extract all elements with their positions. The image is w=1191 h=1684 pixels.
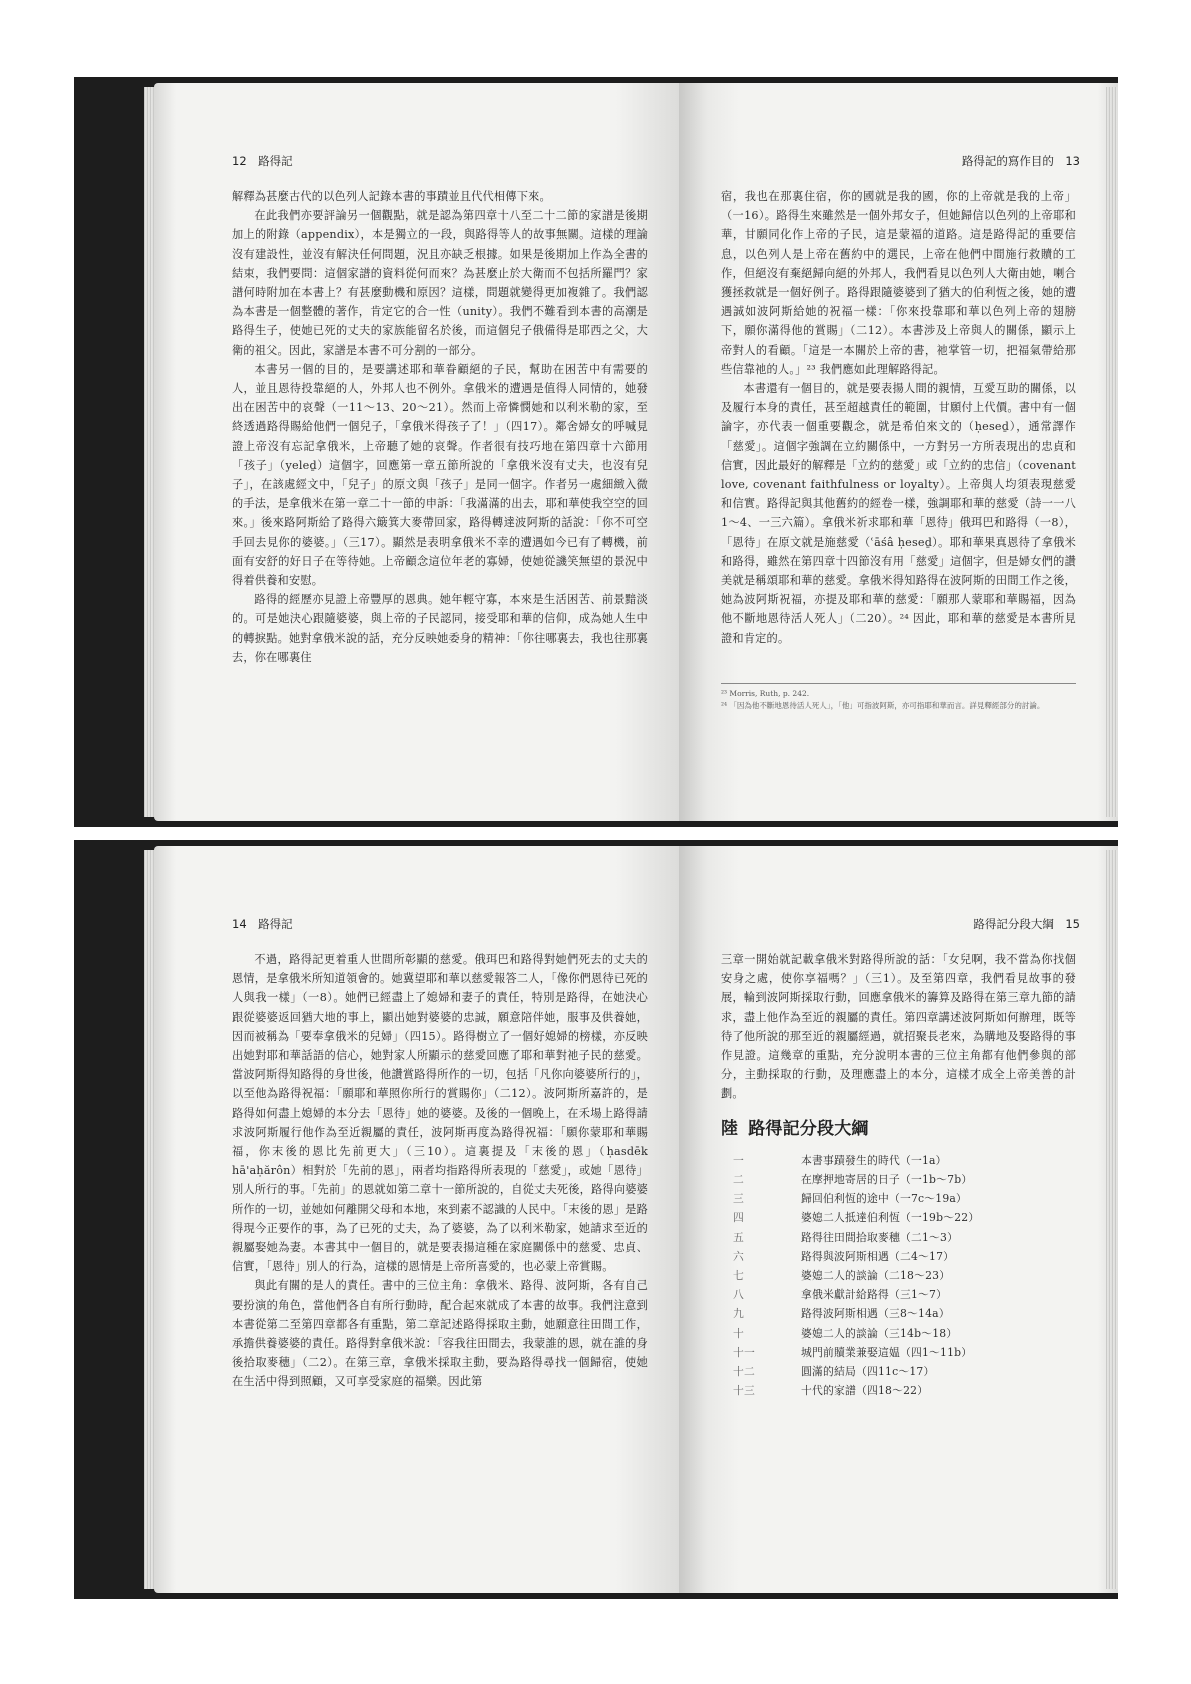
scan-spread-top	[74, 77, 1118, 827]
outline-number: 十三	[733, 1384, 755, 1398]
page-14	[154, 846, 679, 1593]
running-header-right: 路得記的寫作目的 13	[961, 154, 1080, 168]
outline-number: 六	[733, 1249, 744, 1263]
outline-item	[721, 1208, 1076, 1227]
footnote: ²³ Morris, Ruth, p. 242.	[721, 689, 810, 698]
outline-text: 路得往田間拾取麥穗（二1～3）	[801, 1230, 959, 1244]
outline-text: 路得與波阿斯相遇（二4～17）	[801, 1249, 955, 1263]
paragraph: 本書另一個的目的，是要講述耶和華眷顧絕的子民，幫助在困苦中有需要的人，並且恩待投靠絕的人，外邦人也不例外。拿俄米的遭遇是值得人同情的，她發出在困苦中的哀聲（一11～13、20～21）。然而上帝憐憫她和以利米勒的家，至終透過路得賜給他們一個兒子，「拿俄米得孩子了！」（四17）。鄰舍婦女的呼喊見證上帝沒有忘記拿俄米，上帝聽了她的哀聲。作者很有技巧地在第四章十六節用「孩子」（yeleḏ）這個字，回應第一章五節所說的「拿俄米沒有丈夫，也沒有兒子」，在該處經文中，「兒子」的原文與「孩子」是同一個字。作者另一處細緻入微的手法，是拿俄米在第一章二十一節的申訴：「我滿滿的出去，耶和華使我空空的回來。」後來路阿斯給了路得六簸箕大麥帶回家，路得轉達波阿斯的話說：「你不可空手回去見你的婆婆。」（三17）。顯然是表明拿俄米不幸的遭遇如今已有了轉機，前面有安舒的好日子在等待她。上帝顧念這位年老的寡婦，使她從譏笑無望的景況中得着供養和安慰。	[232, 362, 648, 588]
outline-number: 四	[733, 1211, 744, 1225]
outline-item	[721, 1343, 1076, 1362]
outline-number: 五	[733, 1230, 744, 1244]
outline-number: 十一	[733, 1345, 755, 1359]
outline-item	[721, 1189, 1076, 1208]
page-12	[154, 83, 679, 821]
outline-number: 三	[733, 1192, 744, 1206]
outline-item	[721, 1381, 1076, 1400]
running-header-left: 14 路得記	[232, 917, 293, 931]
outline-number: 二	[733, 1173, 744, 1187]
outline-text: 本書事蹟發生的時代（一1a）	[801, 1153, 947, 1167]
section-number: 陸	[721, 1118, 739, 1139]
paragraph: 三章一開始就記載拿俄米對路得所說的話：「女兒啊，我不當為你找個安身之處，使你享福嗎？」（三1）。及至第四章，我們看見故事的發展，輪到波阿斯採取行動，回應拿俄米的籌算及路得在第三章九節的請求，盡上他作為至近的親屬的責任。第四章講述波阿斯如何辦理，既等待了他所說的那至近的親屬經過，就招聚長老來，為購地及娶路得的事作見證。這幾章的重點，充分說明本書的三位主角都有他們參與的部分，主動採取的行動，及理應盡上的本分，這樣才成全上帝美善的計劃。	[721, 953, 1076, 1101]
paragraph: 在此我們亦要評論另一個觀點，就是認為第四章十八至二十二節的家譜是後期加上的附錄（appendix），本是獨立的一段，與路得等人的故事無關。這樣的理論沒有建設性，並沒有解決任何問題，況且亦缺乏根據。如果是後期加上作為全書的結束，我們要問：這個家譜的資料從何而來？為甚麼止於大衛而不包括所羅門？家譜何時附加在本書上？有甚麼動機和原因？這樣，問題就變得更加複雜了。我們認為本書是一個整體的著作，肯定它的合一性（unity）。我們不難看到本書的高潮是路得生子，使她已死的丈夫的家族能留名於後，而這個兒子俄備得是耶西之父，大衛的祖父。因此，家譜是本書不可分割的一部分。	[232, 209, 648, 357]
outline-text: 婆媳二人的談論（二18～23）	[801, 1269, 951, 1283]
body-text	[232, 187, 648, 667]
section-heading	[721, 1120, 1076, 1139]
outline-number: 九	[733, 1307, 744, 1321]
outline-item	[721, 1324, 1076, 1343]
outline-item	[721, 1304, 1076, 1323]
outline-text: 在摩押地寄居的日子（一1b～7b）	[801, 1173, 973, 1187]
paragraph: 解釋為甚麼古代的以色列人記錄本書的事蹟並且代代相傳下來。	[232, 190, 551, 203]
body-text	[721, 187, 1076, 648]
outline-item	[721, 1285, 1076, 1304]
page-13	[679, 83, 1118, 821]
paragraph: 宿，我也在那裏住宿，你的國就是我的國，你的上帝就是我的上帝」（一16）。路得生來雖然是一個外邦女子，但她歸信以色列的上帝耶和華，甘願同化作上帝的子民，這是蒙福的道路。這是路得記的重要信息，以色列人是上帝在舊約中的選民，上帝在他們中間施行救贖的工作，但絕沒有棄絕歸向絕的外邦人，我們看見以色列人大衛由她，喇合獲拯救就是一個好例子。路得跟隨婆婆到了猶大的伯利恆之後，她的遭遇誠如波阿斯給她的祝福一樣：「你來投靠耶和華以色列上帝的翅膀下，願你滿得他的賞賜」（二12）。本書涉及上帝與人的關係，顯示上帝對人的看顧。「這是一本關於上帝的書，祂掌管一切，把福氣帶給那些信靠祂的人。」²³ 我們應如此理解路得記。	[721, 190, 1076, 376]
outline-text: 拿俄米獻計給路得（三1～7）	[801, 1288, 948, 1302]
outline-text: 十代的家譜（四18～22）	[801, 1384, 929, 1398]
running-header-left: 12 路得記	[232, 154, 293, 168]
outline-text: 歸回伯利恆的途中（一7c～19a）	[801, 1192, 968, 1206]
outline-number: 八	[733, 1288, 744, 1302]
paragraph: 不過，路得記更着重人世間所彰顯的慈愛。俄珥巴和路得對她們死去的丈夫的恩情，是拿俄米所知道領會的。她冀望耶和華以慈愛報答二人，「像你們恩待已死的人與我一樣」（一8）。她們已經盡上了媳婦和妻子的責任，特別是路得，在她決心跟從婆婆返回猶大地的事上，顯出她對婆婆的忠誠，願意陪伴她，服事及供養她，因而被稱為「要奉拿俄米的兒婦」（四15）。路得樹立了一個好媳婦的榜樣，亦反映出她對耶和華話語的信心，她對家人所顯示的慈愛回應了耶和華對祂子民的慈愛。當波阿斯得知路得的身世後，他讚賞路得所作的一切，包括「凡你向婆婆所行的」，以至他為路得祝福：「願耶和華照你所行的賞賜你」（二12）。波阿斯所嘉許的，是路得如何盡上媳婦的本分去「恩待」她的婆婆。及後的一個晚上，在禾場上路得請求波阿斯履行他作為至近親屬的責任，波阿斯再度為路得祝福：「願你蒙耶和華賜福，你末後的恩比先前更大」（三10）。這裏提及「末後的恩」（ḥasdēk hā'aḥărôn）相對於「先前的恩」，兩者均指路得所表現的「慈愛」，或她「恩待」別人所行的事。「先前」的恩就如第二章十一節所說的，自從丈夫死後，路得向婆婆所作的一切，並她如何離開父母和本地，來到素不認識的人民中。「末後的恩」是路得現今正要作的事，為了已死的丈夫，為了婆婆，為了以利米勒家，她請求至近的親屬娶她為妻。本書其中一個目的，就是要表揚這種在家庭關係中的慈愛、忠貞、信實，「恩待」別人的行為，這樣的恩情是上帝所喜愛的，也必蒙上帝賞賜。	[232, 953, 648, 1274]
outline-text: 路得波阿斯相遇（三8～14a）	[801, 1307, 950, 1321]
outline-text: 婆媳二人的談論（三14b～18）	[801, 1326, 958, 1340]
paragraph: 路得的經歷亦見證上帝豐厚的恩典。她年輕守寡，本來是生活困苦、前景黯淡的。可是她決心跟隨婆婆，與上帝的子民認同，接受耶和華的信仰，成為她人生中的轉捩點。她對拿俄米說的話，充分反映她委身的精神：「你往哪裏去，我也往那裏去，你在哪裏住	[232, 593, 648, 664]
paragraph: 與此有關的是人的責任。書中的三位主角：拿俄米、路得、波阿斯，各有自己要扮演的角色，當他們各自有所行動時，配合起來就成了本書的故事。我們注意到本書從第二至第四章都各有重點，第二章記述路得採取主動，她願意往田間工作，承擔供養婆婆的責任。路得對拿俄米說：「容我往田間去，我蒙誰的恩，就在誰的身後拾取麥穗」（二2）。在第三章，拿俄米採取主動，要為路得尋找一個歸宿，使她在生活中得到照顧，又可享受家庭的福樂。因此第	[232, 1279, 648, 1389]
outline-number: 十	[733, 1326, 744, 1340]
body-text	[721, 950, 1076, 1400]
body-text	[232, 950, 648, 1392]
outline-item	[721, 1266, 1076, 1285]
running-header-right: 路得記分段大綱 15	[973, 917, 1080, 931]
section-title: 路得記分段大綱	[748, 1118, 869, 1139]
paragraph: 本書還有一個目的，就是要表揚人間的親情，互愛互助的關係，以及履行本身的責任，甚至超越責任的範圍，甘願付上代價。書中有一個論字，亦代表一個重要觀念，就是希伯來文的（ḥeseḏ），通常譯作「慈愛」。這個字強調在立約關係中，一方對另一方所表現出的忠貞和信實，因此最好的解釋是「立約的慈愛」或「立約的忠信」（covenant love, covenant faithfulness or loyalty）。上帝與人均須表現慈愛和信實。路得記與其他舊約的經卷一樣，強調耶和華的慈愛（詩一一八1～4、一三六篇）。拿俄米祈求耶和華「恩待」俄珥巴和路得（一8），「恩待」在原文就是施慈愛（ʿāśâ ḥeseḏ）。耶和華果真恩待了拿俄米和路得，雖然在第四章十四節沒有用「慈愛」這個字，但是婦女們的讚美就是稱頌耶和華的慈愛。拿俄米得知路得在波阿斯的田間工作之後，她為波阿斯祝福，亦提及耶和華的慈愛：「願那人蒙耶和華賜福，因為他不斷地恩待活人死人」（二20）。²⁴ 因此，耶和華的慈愛是本書所見證和肯定的。	[721, 382, 1076, 645]
scan-spread-bottom	[74, 840, 1118, 1599]
outline-item	[721, 1151, 1076, 1170]
outline-text: 婆媳二人抵達伯利恆（一19b～22）	[801, 1211, 980, 1225]
outline-number: 一	[733, 1153, 744, 1167]
footnotes	[721, 683, 1076, 712]
page-edges-right	[1106, 87, 1118, 817]
outline-item	[721, 1362, 1076, 1381]
outline-item	[721, 1170, 1076, 1189]
footnote: ²⁴ 「因為他不斷地恩待活人死人」，「他」可指波阿斯，亦可指耶和華而言。詳見釋經部分的討論。	[721, 701, 1045, 710]
outline-item	[721, 1228, 1076, 1247]
outline-number: 七	[733, 1269, 744, 1283]
page-15	[679, 846, 1118, 1593]
page-edges-right	[1106, 850, 1118, 1589]
outline-text: 城門前贖業兼娶這媪（四1～11b）	[801, 1345, 973, 1359]
outline-list	[721, 1151, 1076, 1401]
outline-text: 圓滿的結局（四11c～17）	[801, 1365, 935, 1379]
outline-number: 十二	[733, 1365, 755, 1379]
outline-item	[721, 1247, 1076, 1266]
